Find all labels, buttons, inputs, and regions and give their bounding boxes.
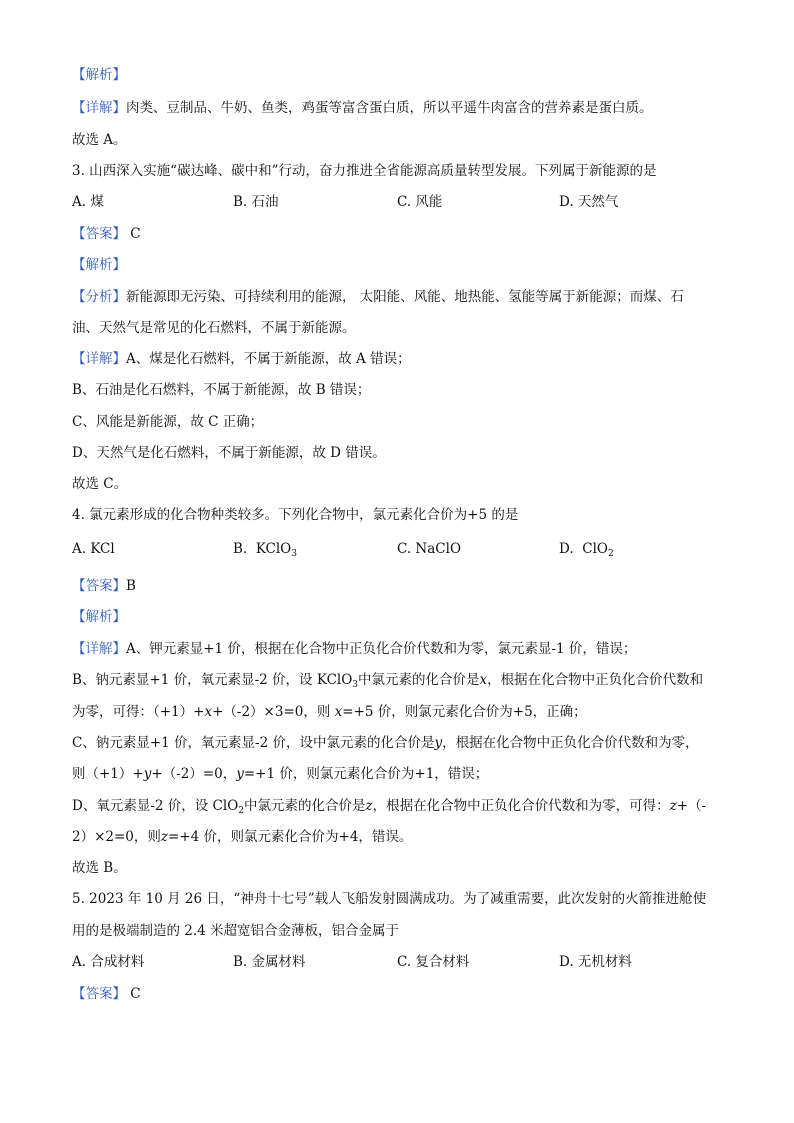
q4-answer: 【答案】B — [72, 578, 136, 594]
q5-option-d: D. 无机材料 — [559, 954, 632, 970]
q3-stem: 3. 山西深入实施“碳达峰、碳中和”行动，奋力推进全省能源高质量转型发展。下列属于新能源的是 — [72, 163, 657, 179]
q5-option-b: B. 金属材料 — [233, 954, 306, 970]
q3-detail-c: C、风能是新能源，故 C 正确； — [72, 414, 264, 430]
q3-detail-b: B、石油是化石燃料，不属于新能源，故 B 错误； — [72, 382, 371, 398]
q4-detail-d-line-1: D、氧元素显-2 价，设 ClO$_2$中氯元素的化合价是z，根据在化合物中正负化合价代数和为零，可得：z+（- — [72, 798, 707, 816]
detail-tag: 【详解】 — [72, 100, 126, 116]
q5-stem-line-1: 5. 2023 年 10 月 26 日，“神舟十七号”载人飞船发射圆满成功。为了减重需要，此次发射的火箭推进舱使 — [72, 891, 707, 907]
q4-detail-c-line-2: 则（+1）+y+（-2）=0，y=+1 价，则氯元素化合价为+1，错误； — [72, 766, 489, 782]
q4-detail-c-line-1: C、钠元素显+1 价，氧元素显-2 价，设中氯元素的化合价是y，根据在化合物中正负化合价代数和为零， — [72, 735, 699, 751]
q3-answer: 【答案】 C — [72, 226, 141, 242]
q3-option-d: D. 天然气 — [559, 194, 619, 210]
q4-option-b: B. KClO$_3$ — [233, 541, 297, 559]
q4-option-c: C. NaClO — [397, 541, 462, 557]
q2-choose: 故选 A。 — [72, 132, 127, 148]
q3-choose: 故选 C。 — [72, 476, 128, 492]
q4-stem: 4. 氯元素形成的化合物种类较多。下列化合物中，氯元素化合价为+5 的是 — [72, 507, 519, 523]
q3-option-b: B. 石油 — [233, 194, 279, 210]
q4-choose: 故选 B。 — [72, 860, 127, 876]
q3-detail-a: 【详解】A、煤是化石燃料，不属于新能源，故 A 错误； — [72, 351, 411, 367]
q5-option-a: A. 合成材料 — [72, 954, 145, 970]
q3-option-a: A. 煤 — [72, 194, 104, 210]
q4-option-a: A. KCl — [72, 541, 115, 557]
q2-detail: 【详解】肉类、豆制品、牛奶、鱼类，鸡蛋等富含蛋白质，所以平遥牛肉富含的营养素是蛋白质。 — [72, 100, 653, 116]
q3-detail-d: D、天然气是化石燃料，不属于新能源，故 D 错误。 — [72, 445, 386, 461]
q5-stem-line-2: 用的是极端制造的 2.4 米超宽铝合金薄板，铝合金属于 — [72, 923, 400, 939]
q3-analysis-heading: 【解析】 — [72, 257, 126, 273]
q4-option-d: D. ClO$_2$ — [559, 541, 614, 559]
q4-analysis-heading: 【解析】 — [72, 609, 126, 625]
q4-detail-d-line-2: 2）×2=0，则z=+4 价，则氯元素化合价为+4，错误。 — [72, 829, 413, 845]
q3-fenxi-line-1: 【分析】新能源即无污染、可持续利用的能源， 太阳能、风能、地热能、氢能等属于新能源；而煤、石 — [72, 289, 684, 305]
q5-option-c: C. 复合材料 — [397, 954, 470, 970]
q5-answer: 【答案】 C — [72, 986, 141, 1002]
q4-detail-b-line-1: B、钠元素显+1 价，氧元素显-2 价，设 KClO$_3$中氯元素的化合价是x，根据在化合物中正负化合价代数和 — [72, 672, 704, 690]
q2-analysis-heading: 【解析】 — [72, 67, 126, 83]
q3-fenxi-line-2: 油、天然气是常见的化石燃料，不属于新能源。 — [72, 320, 356, 336]
q3-option-c: C. 风能 — [397, 194, 443, 210]
q4-detail-a: 【详解】A、钾元素显+1 价，根据在化合物中正负化合价代数和为零，氯元素显-1 价，错误； — [72, 641, 637, 657]
q4-detail-b-line-2: 为零，可得：（+1）+x+（-2）×3=0，则 x=+5 价，则氯元素化合价为+5，正确； — [72, 704, 587, 720]
